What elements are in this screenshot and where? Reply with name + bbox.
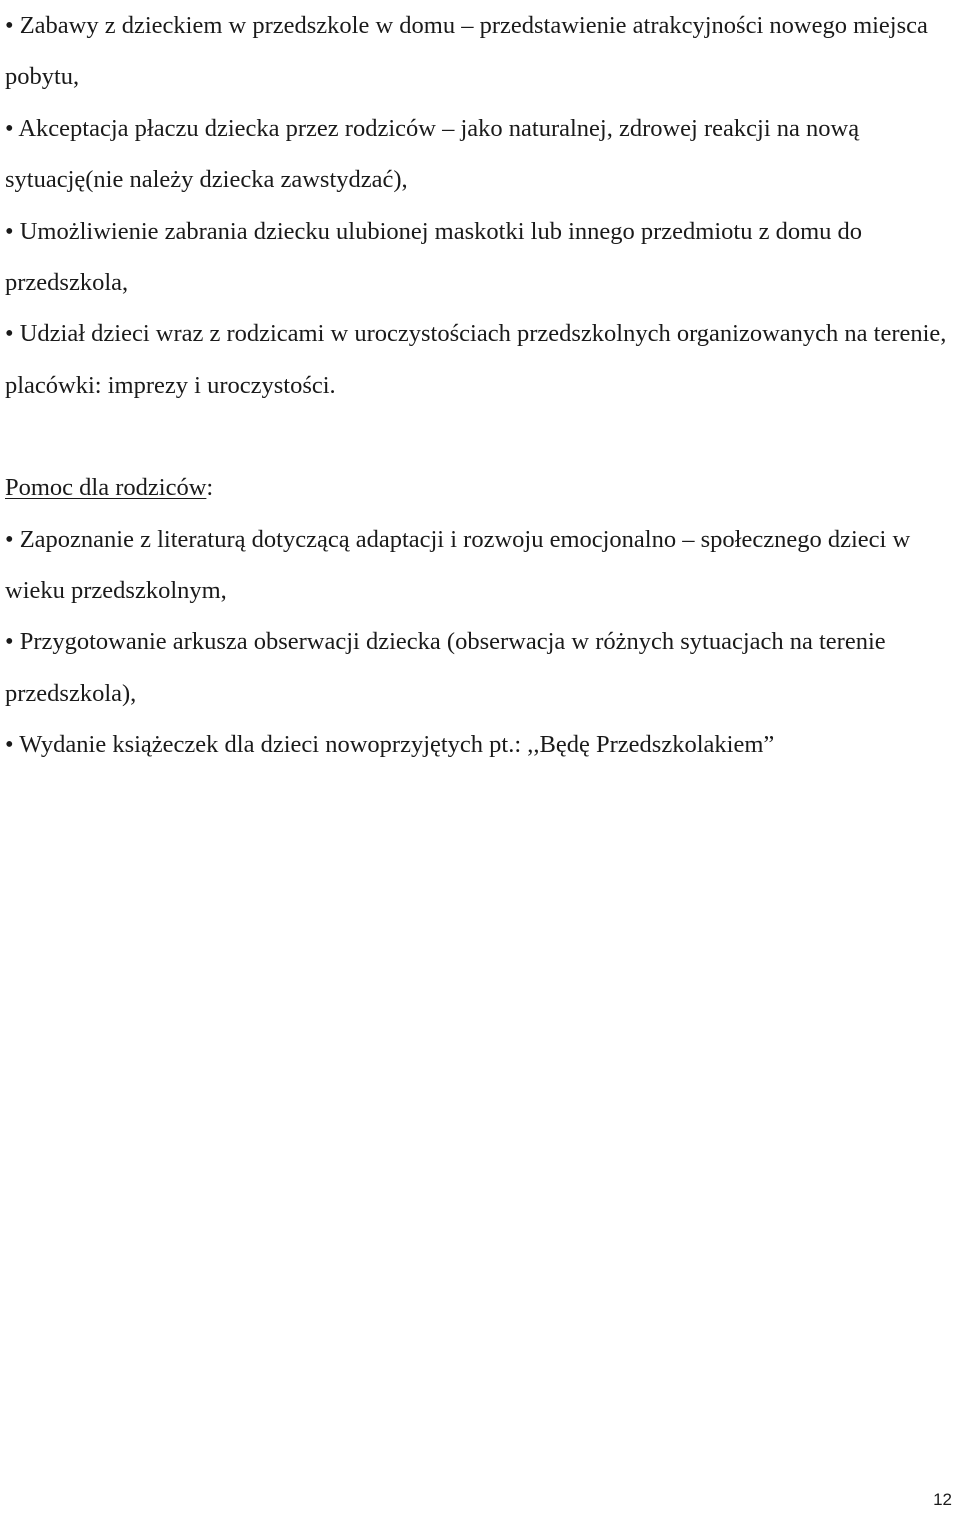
page-number: 12	[933, 1490, 952, 1509]
section-spacer	[5, 411, 953, 462]
section-heading	[5, 462, 953, 513]
list-item: • Umożliwienie zabrania dziecku ulubionej maskotki lub innego przedmiotu z domu do przedszkola,	[5, 217, 863, 297]
section-heading-text: Pomoc dla rodziców	[5, 474, 207, 502]
list-item: • Akceptacja płaczu dziecka przez rodziców – jako naturalnej, zdrowej reakcji na nową sytuację(nie należy dziecka zawstydzać),	[5, 114, 860, 194]
list-item: • Zabawy z dzieckiem w przedszkole w domu – przedstawienie atrakcyjności nowego miejsca pobytu,	[5, 12, 928, 91]
list-item: • Zapoznanie z literaturą dotyczącą adaptacji i rozwoju emocjonalno – społecznego dzieci w wieku przedszkolnym,	[5, 525, 911, 605]
list-item: • Wydanie książeczek dla dzieci nowoprzyjętych pt.: ,,Będę Przedszkolakiem”	[5, 731, 775, 759]
document-body	[5, 0, 953, 771]
section-heading-colon: :	[206, 474, 214, 502]
list-item: • Udział dzieci wraz z rodzicami w uroczystościach przedszkolnych organizowanych na terenie, placówki: imprezy i uroczystości.	[5, 320, 947, 399]
list-item: • Przygotowanie arkusza obserwacji dziecka (obserwacja w różnych sytuacjach na terenie przedszkola),	[5, 628, 886, 707]
